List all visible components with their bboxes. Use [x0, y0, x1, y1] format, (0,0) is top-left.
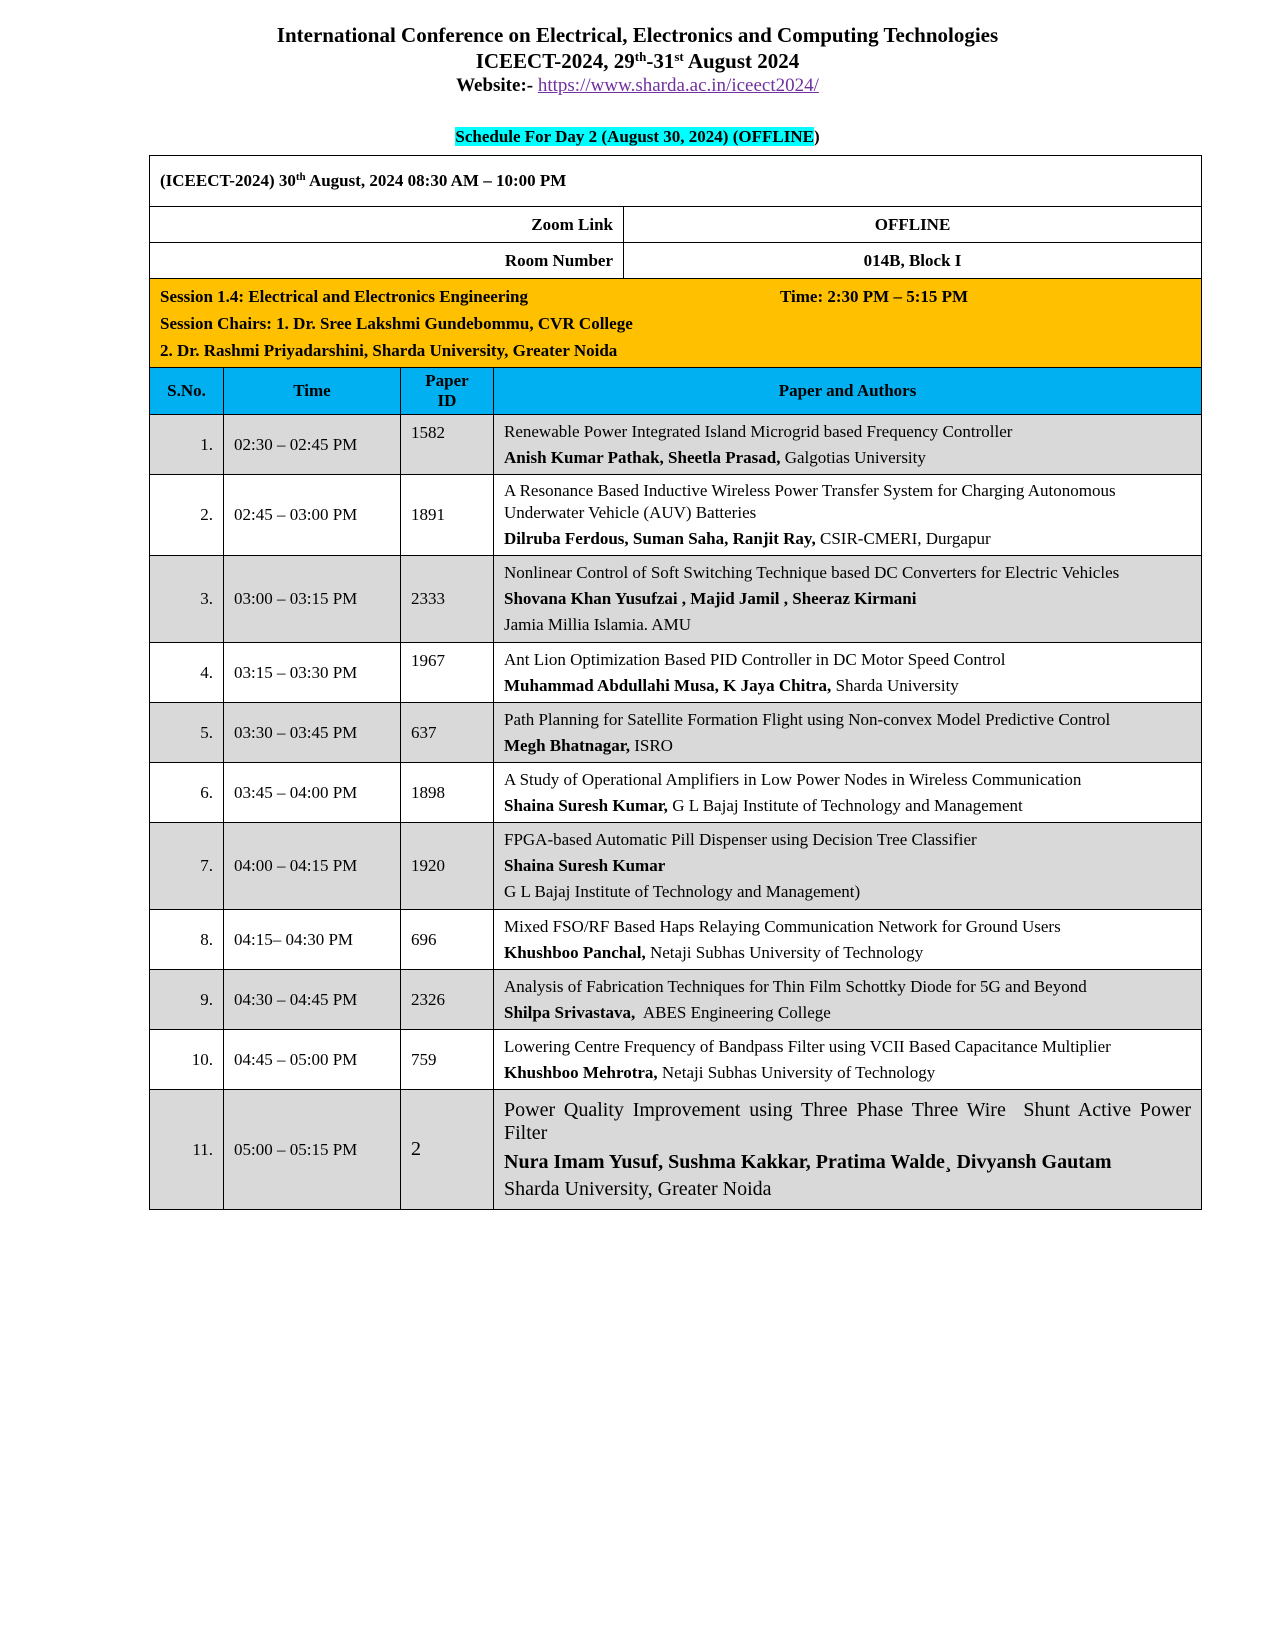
col-header-paper-id-1: Paper	[425, 371, 469, 390]
dates-sup: st	[674, 49, 684, 64]
row-sno: 8.	[150, 910, 224, 970]
row-time: 03:15 – 03:30 PM	[224, 643, 401, 703]
session-chairs-2: 2. Dr. Rashmi Priyadarshini, Sharda University, Greater Noida	[160, 340, 618, 360]
paper-authors: Shaina Suresh Kumar,	[504, 795, 668, 815]
paper-title: A Resonance Based Inductive Wireless Power Transfer System for Charging Autonomous Underwater Vehicle (AUV) Batteries	[504, 481, 1116, 522]
table-row	[150, 970, 1202, 1030]
row-time: 04:00 – 04:15 PM	[224, 823, 401, 910]
paper-affiliation: Sharda University, Greater Noida	[504, 1177, 772, 1200]
col-header-paper: Paper and Authors	[494, 368, 1202, 415]
row-paper	[494, 1030, 1202, 1090]
dates-sup: th	[634, 49, 647, 64]
paper-authors-line	[504, 795, 1191, 817]
table-row	[150, 763, 1202, 823]
table-row	[150, 1030, 1202, 1090]
paper-affiliation: CSIR-CMERI, Durgapur	[815, 529, 991, 548]
date-text: August, 2024 08:30 AM – 10:00 PM	[305, 171, 567, 190]
paper-authors: Nura Imam Yusuf, Sushma Kakkar, Pratima Walde¸ Divyansh Gautam	[504, 1150, 1112, 1173]
schedule-title	[0, 127, 1275, 147]
row-paper-id: 2333	[401, 556, 494, 643]
paper-title: Nonlinear Control of Soft Switching Technique based DC Converters for Electric Vehicles	[504, 563, 1120, 582]
paper-title: FPGA-based Automatic Pill Dispenser using Decision Tree Classifier	[504, 830, 977, 849]
dates-text: ICEECT-2024, 29	[475, 49, 635, 73]
room-row	[150, 243, 1202, 279]
paper-affiliation: Sharda University	[831, 675, 959, 695]
row-sno: 11.	[150, 1090, 224, 1210]
session-chairs-1: Session Chairs: 1. Dr. Sree Lakshmi Gundebommu, CVR College	[160, 313, 633, 333]
row-paper-id: 1920	[401, 823, 494, 910]
row-paper-id: 1967	[401, 643, 494, 703]
table-row	[150, 823, 1202, 910]
conference-header	[0, 22, 1275, 98]
website-line	[0, 74, 1275, 98]
dates-text: August 2024	[683, 49, 800, 73]
row-paper	[494, 910, 1202, 970]
table-row	[150, 475, 1202, 556]
paper-authors-line	[504, 1062, 1191, 1084]
paper-authors-line	[504, 942, 1191, 964]
row-paper	[494, 556, 1202, 643]
col-header-paper-id-2: ID	[437, 391, 457, 410]
row-sno: 9.	[150, 970, 224, 1030]
paper-authors: Shaina Suresh Kumar	[504, 856, 666, 875]
paper-authors-line	[504, 1002, 1191, 1024]
row-paper	[494, 1090, 1202, 1210]
paper-affiliation: ISRO	[629, 735, 673, 755]
session-cell	[150, 279, 1202, 368]
room-value: 014B, Block I	[624, 243, 1202, 279]
table-row	[150, 643, 1202, 703]
row-paper	[494, 823, 1202, 910]
website-link[interactable]: https://www.sharda.ac.in/iceect2024/	[537, 75, 819, 96]
row-paper	[494, 703, 1202, 763]
row-sno: 10.	[150, 1030, 224, 1090]
row-paper	[494, 643, 1202, 703]
col-header-time: Time	[224, 368, 401, 415]
website-label: Website:-	[456, 75, 534, 96]
paper-affiliation: Netaji Subhas University of Technology	[657, 1062, 936, 1082]
paper-authors-line	[504, 447, 1191, 469]
dates-text: -31	[646, 49, 675, 73]
date-row	[150, 156, 1202, 207]
paper-title: Path Planning for Satellite Formation Flight using Non-convex Model Predictive Control	[504, 709, 1111, 729]
row-sno: 7.	[150, 823, 224, 910]
paper-title: Renewable Power Integrated Island Microgrid based Frequency Controller	[504, 421, 1013, 441]
row-sno: 4.	[150, 643, 224, 703]
paper-authors: Shilpa Srivastava,	[504, 1002, 636, 1022]
row-sno: 5.	[150, 703, 224, 763]
table-row	[150, 703, 1202, 763]
date-sup: th	[295, 171, 306, 183]
row-time: 03:00 – 03:15 PM	[224, 556, 401, 643]
row-paper-id: 696	[401, 910, 494, 970]
row-paper	[494, 763, 1202, 823]
row-paper-id: 759	[401, 1030, 494, 1090]
row-paper	[494, 415, 1202, 475]
paper-authors: Khushboo Mehrotra,	[504, 1062, 658, 1082]
table-row	[150, 556, 1202, 643]
table-row	[150, 910, 1202, 970]
col-header-sno: S.No.	[150, 368, 224, 415]
paper-authors: Anish Kumar Pathak, Sheetla Prasad,	[504, 447, 781, 467]
row-paper	[494, 475, 1202, 556]
row-sno: 6.	[150, 763, 224, 823]
paper-affiliation: ABES Engineering College	[635, 1002, 831, 1022]
session-name: Session 1.4: Electrical and Electronics Engineering	[160, 286, 529, 306]
row-paper-id: 637	[401, 703, 494, 763]
row-time: 02:45 – 03:00 PM	[224, 475, 401, 556]
zoom-label: Zoom Link	[150, 207, 624, 243]
schedule-table	[149, 155, 1202, 1210]
date-text: (ICEECT-2024) 30	[160, 171, 296, 190]
zoom-value: OFFLINE	[624, 207, 1202, 243]
paper-affiliation: G L Bajaj Institute of Technology and Management)	[504, 882, 861, 901]
paper-title: Ant Lion Optimization Based PID Controller in DC Motor Speed Control	[504, 649, 1006, 669]
paper-authors: Shovana Khan Yusufzai , Majid Jamil , Sheeraz Kirmani	[504, 589, 917, 608]
paper-authors-line	[504, 528, 1191, 550]
row-time: 04:45 – 05:00 PM	[224, 1030, 401, 1090]
row-time: 02:30 – 02:45 PM	[224, 415, 401, 475]
paper-title: A Study of Operational Amplifiers in Low Power Nodes in Wireless Communication	[504, 769, 1082, 789]
row-sno: 2.	[150, 475, 224, 556]
row-time: 04:15– 04:30 PM	[224, 910, 401, 970]
paper-authors-line	[504, 675, 1191, 697]
col-header-paper-id	[401, 368, 494, 415]
paper-authors: Muhammad Abdullahi Musa, K Jaya Chitra,	[504, 675, 832, 695]
table-row	[150, 1090, 1202, 1210]
paper-authors-line	[504, 855, 1191, 877]
column-header-row	[150, 368, 1202, 415]
row-sno: 1.	[150, 415, 224, 475]
schedule-title-highlight: Schedule For Day 2 (August 30, 2024) (OFFLINE	[455, 127, 814, 146]
conference-title: International Conference on Electrical, Electronics and Computing Technologies	[276, 23, 999, 47]
row-paper-id: 2	[401, 1090, 494, 1210]
row-paper-id: 2326	[401, 970, 494, 1030]
row-sno: 3.	[150, 556, 224, 643]
session-time: Time: 2:30 PM – 5:15 PM	[780, 286, 969, 306]
paper-authors-line	[504, 735, 1191, 757]
row-time: 03:45 – 04:00 PM	[224, 763, 401, 823]
row-paper-id: 1898	[401, 763, 494, 823]
paper-affiliation: G L Bajaj Institute of Technology and Management	[667, 795, 1023, 815]
paper-authors-line	[504, 1151, 1191, 1174]
schedule-title-tail: )	[813, 127, 820, 146]
room-label: Room Number	[150, 243, 624, 279]
session-title-line	[160, 283, 1191, 310]
paper-affiliation: Jamia Millia Islamia. AMU	[504, 615, 691, 634]
paper-title: Lowering Centre Frequency of Bandpass Filter using VCII Based Capacitance Multiplier	[504, 1036, 1111, 1056]
paper-authors: Megh Bhatnagar,	[504, 735, 630, 755]
row-time: 05:00 – 05:15 PM	[224, 1090, 401, 1210]
paper-affiliation: Netaji Subhas University of Technology	[645, 942, 924, 962]
row-time: 04:30 – 04:45 PM	[224, 970, 401, 1030]
paper-title: Mixed FSO/RF Based Haps Relaying Communication Network for Ground Users	[504, 916, 1061, 936]
row-time: 03:30 – 03:45 PM	[224, 703, 401, 763]
session-row	[150, 279, 1202, 368]
zoom-row	[150, 207, 1202, 243]
conference-dates	[0, 48, 1275, 74]
paper-authors-line	[504, 588, 1191, 610]
row-paper-id: 1582	[401, 415, 494, 475]
paper-affiliation: Galgotias University	[780, 447, 926, 467]
paper-authors: Dilruba Ferdous, Suman Saha, Ranjit Ray,	[504, 529, 816, 548]
paper-title: Power Quality Improvement using Three Phase Three Wire Shunt Active Power Filter	[504, 1098, 1197, 1144]
row-paper	[494, 970, 1202, 1030]
paper-authors: Khushboo Panchal,	[504, 942, 646, 962]
table-row	[150, 415, 1202, 475]
paper-title: Analysis of Fabrication Techniques for Thin Film Schottky Diode for 5G and Beyond	[504, 976, 1087, 996]
row-paper-id: 1891	[401, 475, 494, 556]
date-cell	[150, 156, 1202, 207]
